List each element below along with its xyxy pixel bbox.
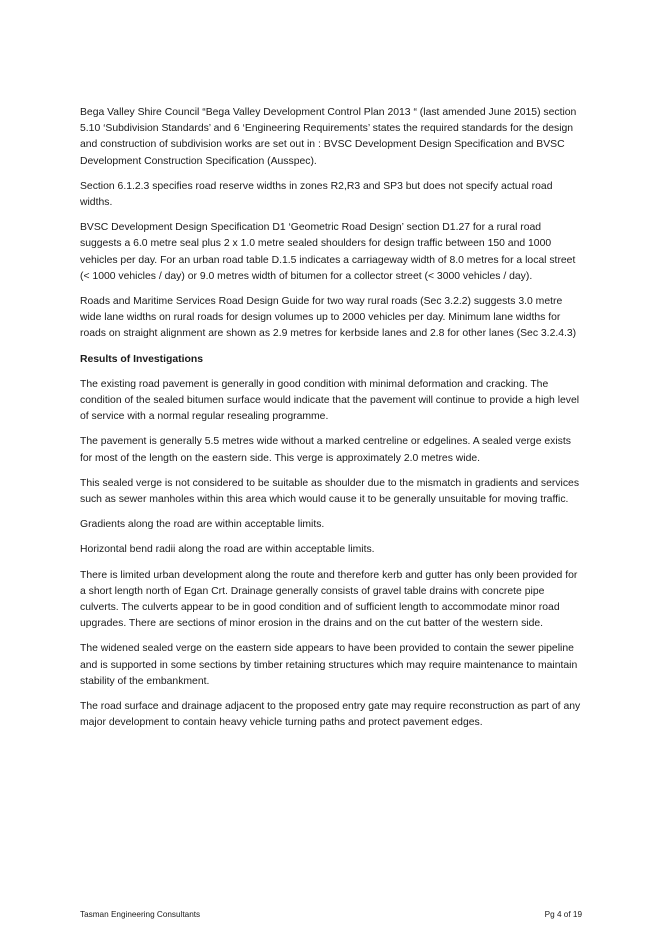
paragraph-pavement-width: The pavement is generally 5.5 metres wide without a marked centreline or edgelines. A sealed verge exists for most of the length on the eastern side. This verge is approximately 2.0 metres wide. [80, 436, 571, 464]
page-footer [80, 909, 582, 920]
document-body [80, 105, 585, 741]
paragraph-rms-design-guide: Roads and Maritime Services Road Design Guide for two way rural roads (Sec 3.2.2) suggests 3.0 metre wide lane widths on rural roads for design volumes up to 2000 vehicles per day. Minimum lane widths for roads on straight alignment are shown as 2.9 metres for kerbside lanes and 2.8 for other lanes (Sec 3.2.4.3) [80, 296, 577, 340]
paragraph-dcp-standards: Bega Valley Shire Council “Bega Valley Development Control Plan 2013 “ (last amended June 2015) section 5.10 ‘Subdivision Standards’ and 6 ‘Engineering Requirements’ states the required standards for the design and construction of subdivision works are set out in : BVSC Development Design Specification and BVSC Development Construction Specification (Ausspec). [80, 107, 577, 167]
paragraph-bend-radii: Horizontal bend radii along the road are within acceptable limits. [80, 544, 375, 556]
section-heading: Results of Investigations [80, 353, 203, 365]
paragraph-design-specification: BVSC Development Design Specification D1 ‘Geometric Road Design’ section D1.27 for a rural road suggests a 6.0 metre seal plus 2 x 1.0 metre sealed shoulders for design traffic between 150 and 1000 vehicles per day. For an urban road table D.1.5 indicates a carriageway width of 8.0 metres for a local street (< 1000 vehicles / day) or 9.0 metres width of bitumen for a collector street (< 3000 vehicles / day). [80, 222, 576, 282]
paragraph-road-reserve-widths: Section 6.1.2.3 specifies road reserve widths in zones R2,R3 and SP3 but does not specify actual road widths. [80, 180, 553, 209]
paragraph-widened-verge: The widened sealed verge on the eastern side appears to have been provided to contain the sewer pipeline and is supported in some sections by timber retaining structures which may require maintenance to maintain stability of the embankment. [80, 643, 578, 687]
paragraph-gradients: Gradients along the road are within acceptable limits. [80, 519, 325, 531]
paragraph-sealed-verge: This sealed verge is not considered to be suitable as shoulder due to the mismatch in gradients and services such as sewer manholes within this area which would cause it to be generally unsuitable for moving traffic. [80, 477, 580, 506]
paragraph-drainage: There is limited urban development along the route and therefore kerb and gutter has only been provided for a short length north of Egan Crt. Drainage generally consists of gravel table drains with concrete pipe culverts. The culverts appear to be in good condition and of sufficient length to accommodate minor road upgrades. There are sections of minor erosion in the drains and on the cut batter of the western side. [80, 569, 578, 630]
paragraph-pavement-condition: The existing road pavement is generally in good condition with minimal deformation and cracking. The condition of the sealed bitumen surface would indicate that the pavement will continue to provide a high level of service with a normal regular resealing programme. [80, 378, 580, 423]
paragraph-entry-gate: The road surface and drainage adjacent to the proposed entry gate may require reconstruction as part of any major development to contain heavy vehicle turning paths and protect pavement edges. [80, 701, 581, 729]
footer-page-number: Pg 4 of 19 [544, 910, 582, 919]
footer-company: Tasman Engineering Consultants [80, 910, 201, 919]
